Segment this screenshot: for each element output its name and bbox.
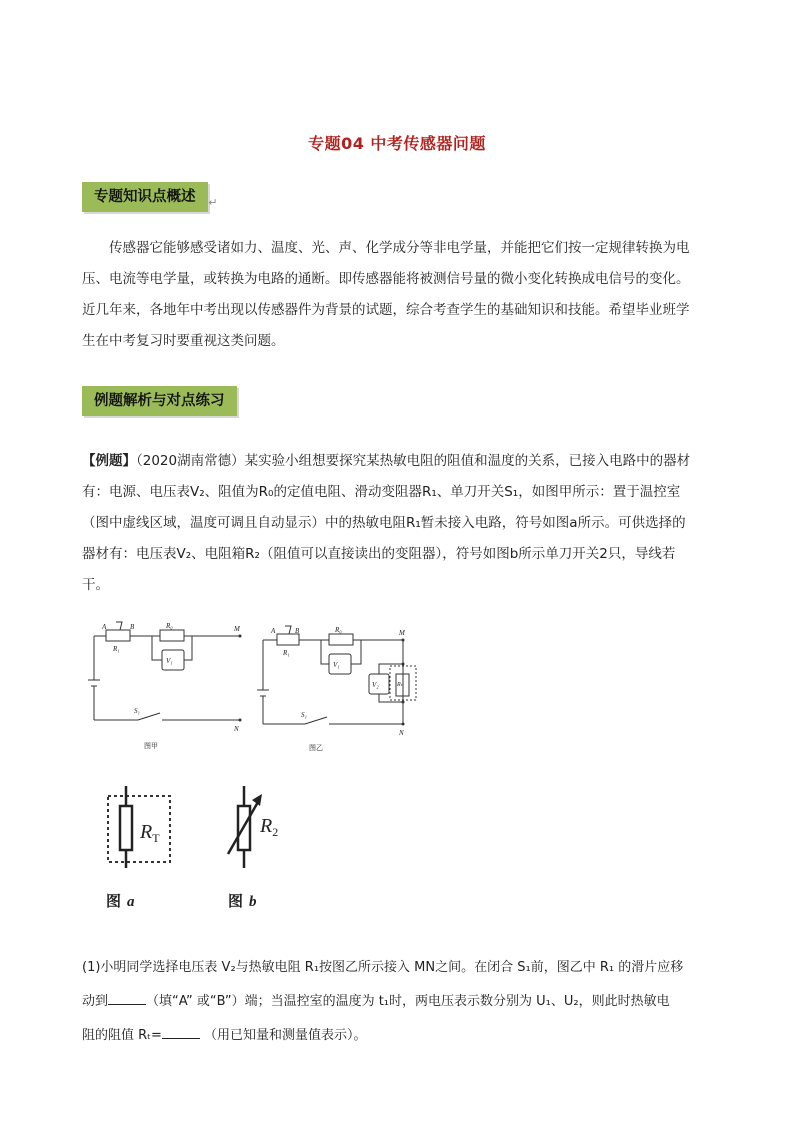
example-line: （2020湖南常德）某实验小组想要探究某热敏电阻的阻值和温度的关系，已接入电路中的器材 <box>136 453 691 469</box>
section-heading-overview <box>82 182 218 212</box>
label-RT: Rₜ <box>397 682 403 688</box>
circuit-figure-jia <box>80 618 255 753</box>
example-line: 器材有：电压表V₂、电阻箱R₂（阻值可以直接读出的变阻器），符号如图b所示单刀开关2只，导线若 <box>82 546 676 562</box>
resistance-box-symbol-figure-b <box>222 782 302 912</box>
paragraph-mark: ↵ <box>208 196 218 209</box>
intro-line: 传感器它能够感受诸如力、温度、光、声、化学成分等非电学量，并能把它们按一定规律转换为电 <box>109 240 690 256</box>
question-line: (1)小明同学选择电压表 V₂与热敏电阻 R₁按图乙所示接入 MN之间。在闭合 S₁前，图乙中 R₁ 的滑片应移 <box>82 960 684 975</box>
question-line: 动到 （填“A” 或“B”）端；当温控室的温度为 t₁时，两电压表示数分别为 U₁、U₂，则此时热敏电 <box>82 985 722 1019</box>
section-heading-examples-text: 例题解析与对点练习 <box>94 393 225 409</box>
figure-caption-a: 图 a <box>106 894 135 910</box>
answer-blank[interactable] <box>108 990 146 1005</box>
label-R1: R₁ <box>113 645 120 653</box>
label-N: N <box>234 725 239 733</box>
figure-caption-b: 图 b <box>228 894 257 910</box>
answer-blank[interactable] <box>162 1024 200 1039</box>
label-S1: S₁ <box>301 711 307 719</box>
label-M: M <box>399 629 405 637</box>
label-B: B <box>130 623 135 631</box>
page-title: 专题04 中考传感器问题 <box>308 134 486 153</box>
label-A: A <box>271 627 276 635</box>
figure-caption-yi: 图乙 <box>309 744 323 752</box>
question-line: 阻的阻值 Rₜ= （用已知量和测量值表示）。 <box>82 1019 722 1053</box>
intro-line: 生在中考复习时要重视这类问题。 <box>82 333 285 349</box>
question-1 <box>82 951 722 1053</box>
section-heading-overview-text: 专题知识点概述 <box>94 189 196 205</box>
label-V1: V₁ <box>333 661 340 669</box>
label-A: A <box>102 623 107 631</box>
label-N: N <box>399 729 404 737</box>
label-R2: $R_2$ <box>260 815 279 839</box>
figure-caption-jia: 图甲 <box>144 742 158 750</box>
example-line: 干。 <box>82 577 109 593</box>
thermistor-symbol-figure-a <box>100 782 180 912</box>
section-heading-examples <box>82 386 237 416</box>
label-RT: $R_T$ <box>140 821 160 845</box>
label-S1: S₁ <box>134 707 140 715</box>
example-text <box>82 446 718 601</box>
label-B: B <box>295 627 300 635</box>
example-line: （图中虚线区域，温度可调且自动显示）中的热敏电阻R₁暂未接入电路，符号如图a所示。可供选择的 <box>82 515 686 531</box>
example-tag: 【例题】 <box>82 453 136 469</box>
label-M: M <box>234 625 240 633</box>
label-V2: V₂ <box>372 681 379 689</box>
circuit-figure-yi <box>257 622 432 757</box>
example-line: 有：电源、电压表V₂、阻值为R₀的定值电阻、滑动变阻器R₁、单刀开关S₁，如图甲所示：置于温控室 <box>82 484 681 500</box>
label-V1: V₁ <box>166 657 173 665</box>
label-R0: R₀ <box>166 622 173 630</box>
intro-paragraph <box>82 233 718 357</box>
label-R0: R₀ <box>335 626 342 634</box>
label-R1: R₁ <box>283 649 290 657</box>
intro-line: 压、电流等电学量，或转换为电路的通断。即传感器能将被测信号量的微小变化转换成电信号的变化。 <box>82 271 690 287</box>
intro-line: 近几年来，各地年中考出现以传感器件为背景的试题，综合考查学生的基础知识和技能。希望毕业班学 <box>82 302 690 318</box>
